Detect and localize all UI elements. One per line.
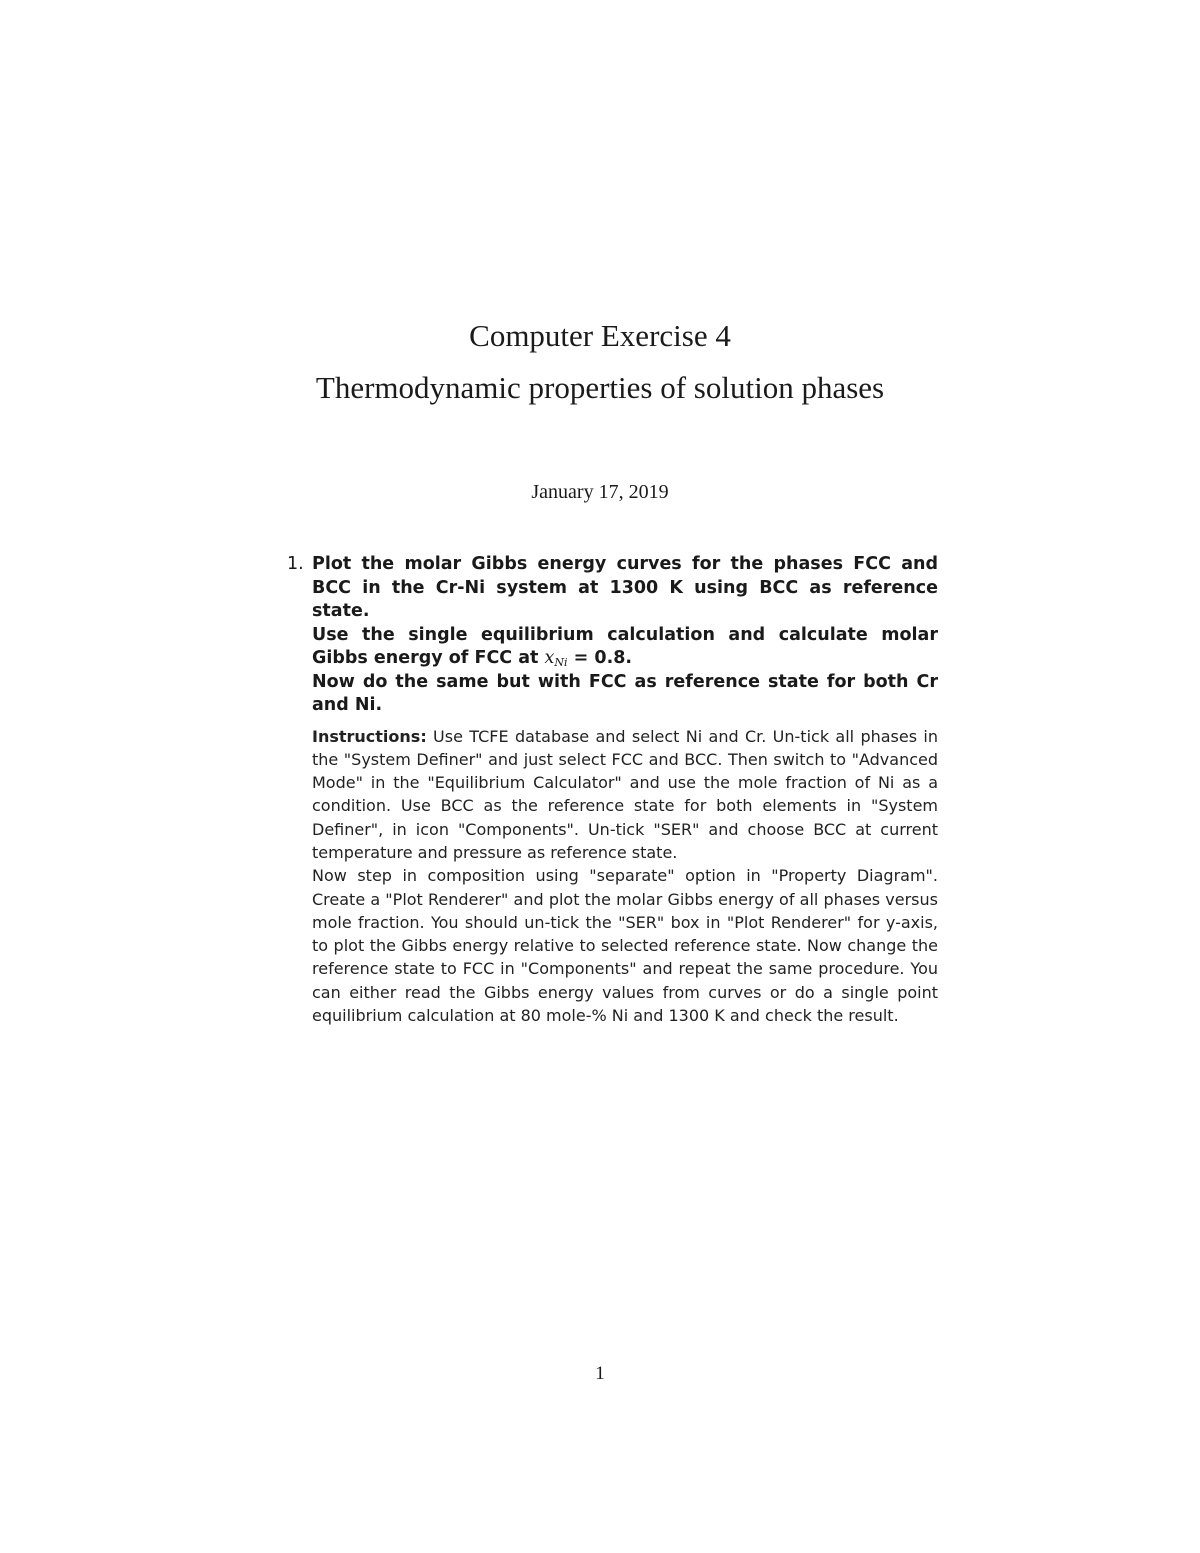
task-statement-1: Plot the molar Gibbs energy curves for the phases FCC and BCC in the Cr-Ni system at 1300 K using BCC as reference state. [312,554,938,621]
mole-fraction-value: = 0.8. [567,648,633,668]
mole-fraction-subscript: Ni [554,656,568,669]
exercise-item [287,553,939,1027]
instructions-paragraph [312,725,938,1028]
document-date: January 17, 2019 [531,481,669,503]
task-statement-2 [312,624,938,671]
page-number: 1 [595,1363,605,1384]
exercise-number: 1. [287,554,304,574]
document-subtitle: Thermodynamic properties of solution phases [315,370,885,405]
document-title: Computer Exercise 4 [469,318,731,353]
instructions-text-2: Now step in composition using "separate" option in "Property Diagram". Create a "Plot Renderer" and plot the molar Gibbs energy of all phases versus mole fraction. You should un-tick the "SER" box in "Plot Renderer" for y-axis, to plot the Gibbs energy relative to selected reference state. Now change the reference state to FCC in "Components" and repeat the same procedure. You can either read the Gibbs energy values from curves or do a single point equilibrium calculation at 80 mole-% Ni and 1300 K and check the result. [312,866,938,1026]
task-statement-2-text: Use the single equilibrium calculation and calculate molar Gibbs energy of FCC at [312,624,938,668]
mole-fraction-symbol [545,648,568,668]
instructions-label: Instructions: [312,726,427,746]
task-statement-3: Now do the same but with FCC as reference state for both Cr and Ni. [312,671,938,715]
mole-fraction-variable: x [544,648,555,668]
instructions-text-1: Use TCFE database and select Ni and Cr. Un-tick all phases in the "System Definer" and just select FCC and BCC. Then switch to "Advanced Mode" in the "Equilibrium Calculator" and use the mole fraction of Ni as a condition. Use BCC as the reference state for both elements in "System Definer", in icon "Components". Un-tick "SER" and choose BCC at current temperature and pressure as reference state. [312,726,938,862]
exercise-body [312,553,938,1027]
